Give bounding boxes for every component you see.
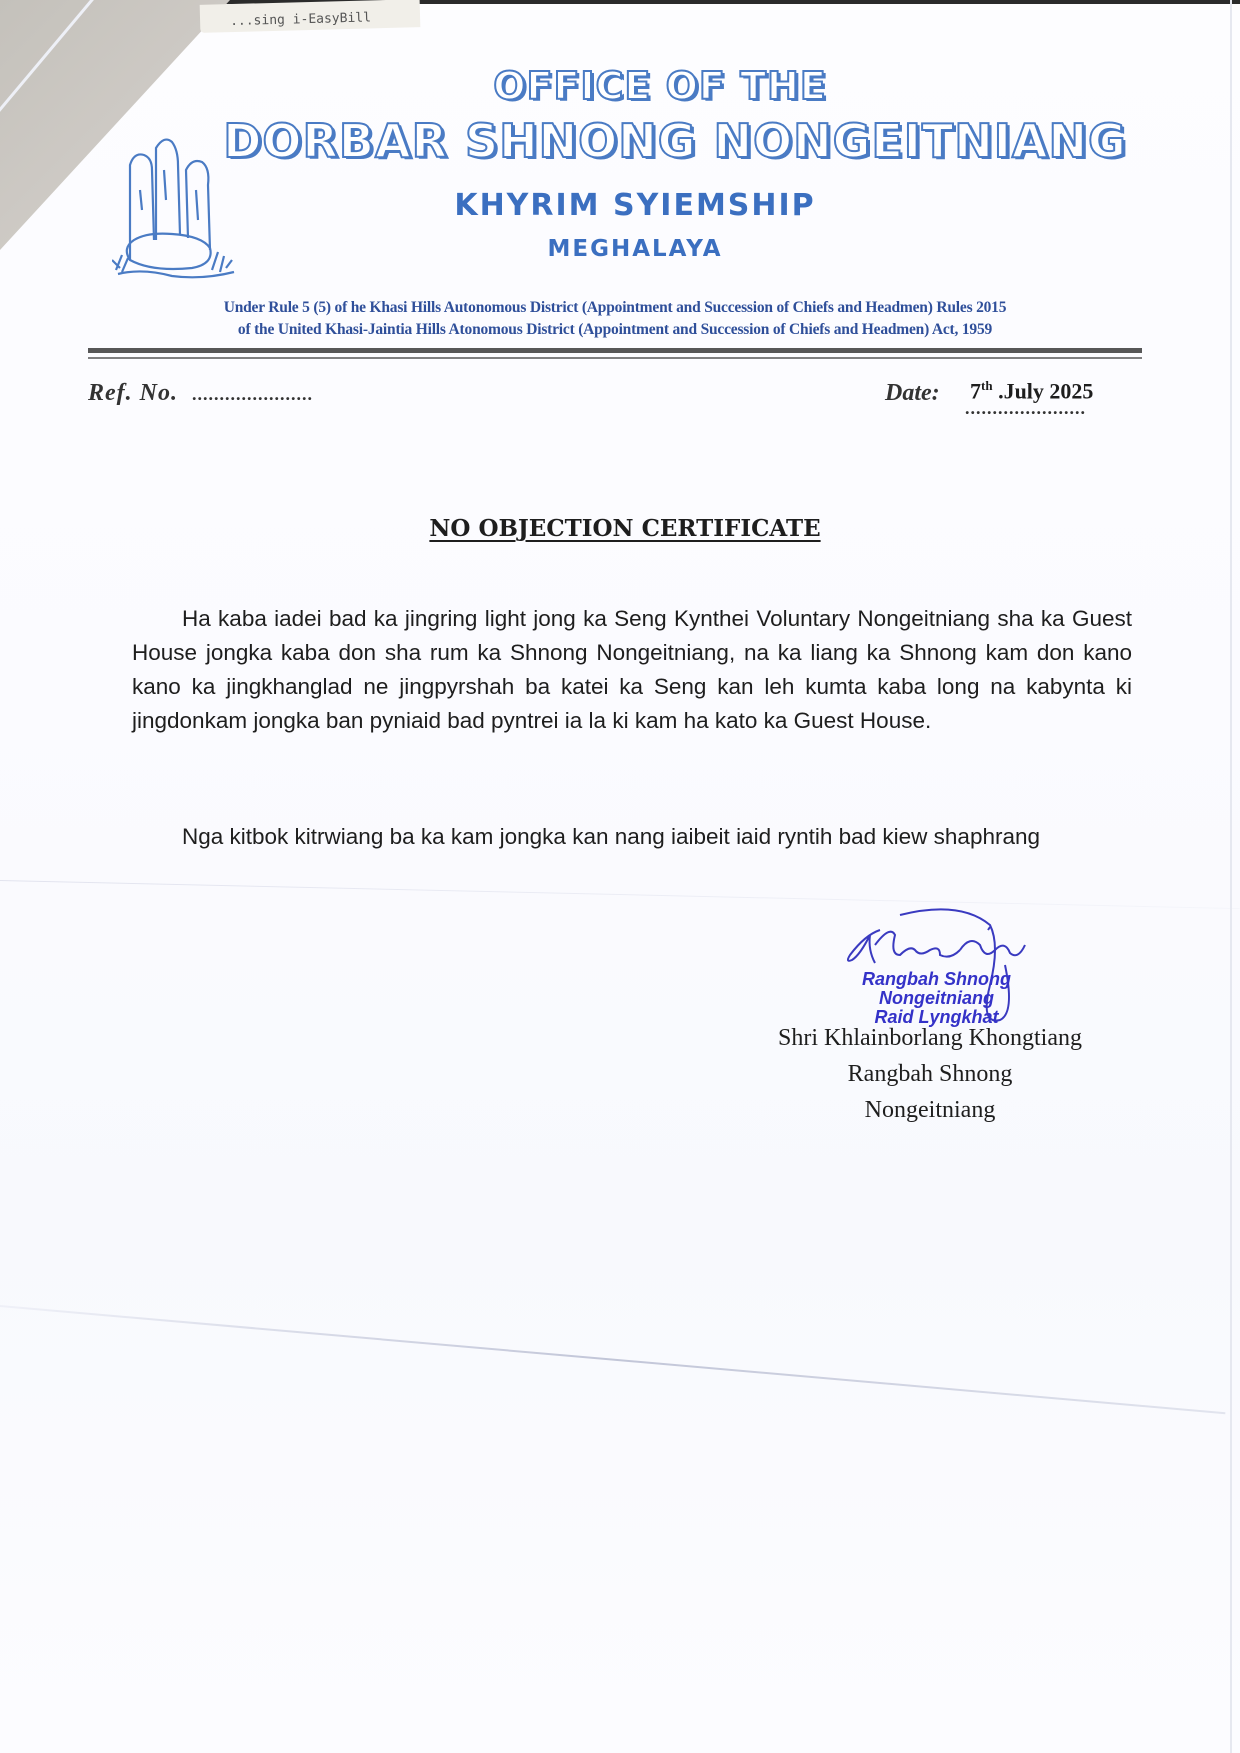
page-edge (1230, 0, 1232, 1753)
stamp-line: Raid Lyngkhat (874, 1007, 999, 1027)
certificate-title: NO OBJECTION CERTIFICATE (429, 515, 821, 542)
paper-fold (0, 1305, 1225, 1414)
letterhead-rule-line-2: of the United Khasi-Jaintia Hills Atonomous District (Appointment and Succession of Chiefs and Headmen) Act, 1959 (237, 321, 993, 338)
letterhead-rule-line-1: Under Rule 5 (5) of he Khasi Hills Autonomous District (Appointment and Succession of Chiefs and Headmen) Rules 2015 (223, 299, 1007, 316)
ref-value: ...................... (191, 384, 313, 404)
signatory-block (740, 1020, 1120, 1128)
ref-label: Ref. No. (88, 380, 178, 406)
body-paragraph: Ha kaba iadei bad ka jingring light jong ka Seng Kynthei Voluntary Nongeitniang sha ka Guest House jongka kaba don sha rum ka Shnong Nongeitniang, na ka liang ka Shnong kam don kano kano ka jingkhanglad ne jingpyrshah ba katei ka Seng kan leh kumta kaba long na kabynta ki jingdonkam jongka ban pyniaid bad pyntrei ia la ki kam ha kato ka Guest House. (132, 606, 1132, 733)
date-suffix: th (981, 378, 993, 393)
letterhead-state: MEGHALAYA (547, 236, 723, 262)
bill-slip-text: ...sing i-EasyBill (229, 10, 372, 30)
body-paragraph: Nga kitbok kitrwiang ba ka kam jongka kan nang iaibeit iaid ryntih bad kiew shaphrang (182, 824, 1040, 849)
signatory-name: Shri Khlainborlang Khongtiang (778, 1025, 1082, 1051)
date-field (885, 378, 1094, 418)
letterhead-organization-name: DORBAR SHNONG NONGEITNIANG (223, 114, 1127, 168)
date-day: 7 (970, 378, 981, 404)
letterhead-syiemship: KHYRIM SYIEMSHIP (454, 188, 816, 223)
date-label: Date: (885, 380, 940, 406)
letterhead-divider-thick (88, 348, 1142, 353)
letterhead-office-line: OFFICE OF THE (493, 64, 827, 108)
signatory-place: Nongeitniang (864, 1097, 996, 1123)
stamp-line: Rangbah Shnong (862, 969, 1011, 989)
date-dotted-line: ...................... (965, 398, 1086, 418)
reference-number (88, 380, 313, 407)
official-stamp (862, 970, 1011, 1027)
stamp-line: Nongeitniang (878, 988, 994, 1008)
bill-slip (200, 0, 421, 33)
signatory-title: Rangbah Shnong (847, 1061, 1013, 1087)
date-month-year: .July 2025 (992, 378, 1094, 404)
letterhead-divider-thin (88, 357, 1142, 359)
